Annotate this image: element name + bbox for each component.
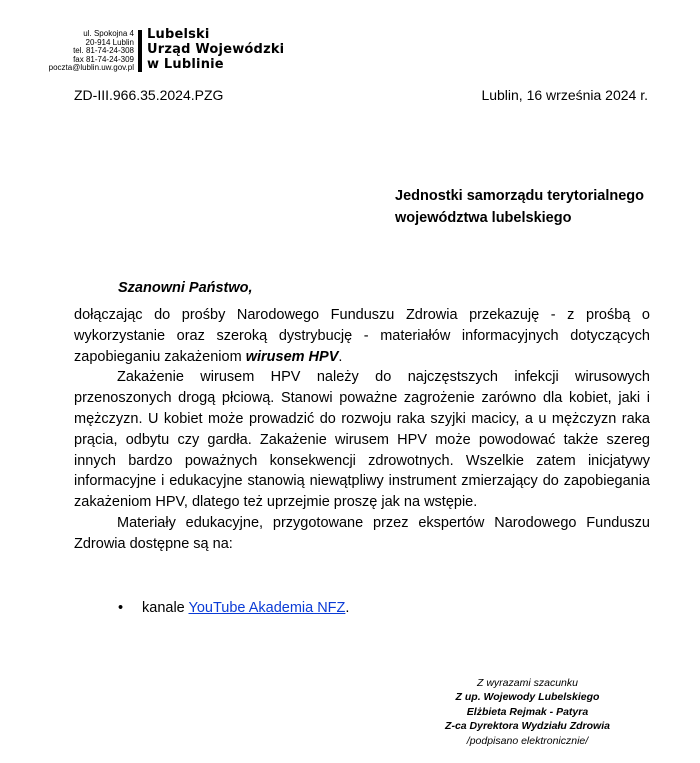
letterhead-address xyxy=(4,30,134,73)
org-line: Urząd Wojewódzki xyxy=(147,42,285,57)
bullet-prefix: kanale xyxy=(142,600,189,616)
recipient-line: województwa lubelskiego xyxy=(395,210,572,226)
salutation: Szanowni Państwo, xyxy=(118,280,253,296)
signature-name: Elżbieta Rejmak - Patyra xyxy=(466,705,589,718)
letter-date: Lublin, 16 września 2024 r. xyxy=(481,87,648,103)
address-line: poczta@lublin.uw.gov.pl xyxy=(48,63,134,73)
recipient-block xyxy=(395,185,675,229)
bullet-suffix: . xyxy=(345,600,350,616)
address-line: 20-914 Lublin xyxy=(85,37,134,47)
paragraph-hpv-info: Zakażenie wirusem HPV należy do najczęstszych infekcji wirusowych przenoszonych drogą płciową. Stanowi poważne zagrożenie zarówno dla kobiet, jaki i mężczyzn. U kobiet może prowadzić do rozwoju raka szyjki macicy, a u mężczyzn raka prącia, odbytu czy gardła. Zakażenie wirusem HPV może powodować także szereg innych bardzo poważnych konsekwencji zdrowotnych. Wszelkie zatem inicjatywy informacyjne i edukacyjne stanowią niewątpliwy instrument zmierzający do zapobiegania zakażeniom HPV, dlatego też uprzejmie proszę jak na wstępie. xyxy=(74,369,650,511)
signature-authority: Z up. Wojewody Lubelskiego xyxy=(455,691,600,704)
bullet-icon: • xyxy=(118,600,124,616)
org-line: w Lublinie xyxy=(147,57,224,72)
letterhead-divider xyxy=(138,30,142,72)
youtube-akademia-nfz-link[interactable]: YouTube Akademia NFZ xyxy=(188,600,346,616)
signature-closing: Z wyrazami szacunku xyxy=(477,677,578,689)
signature-note: /podpisano elektronicznie/ xyxy=(466,734,589,747)
paragraph-end: . xyxy=(338,348,343,365)
address-line: tel. 81-74-24-308 xyxy=(73,46,134,56)
paragraph-text: dołączając do prośby Narodowego Funduszu Zdrowia przekazuję - z prośbą o wykorzystanie oraz szeroką dystrybucję - materiałów informacyjnych dotyczących zapobieganiu zakażeniom xyxy=(74,307,650,365)
org-line: Lubelski xyxy=(147,27,210,42)
letterhead-org-name xyxy=(147,27,284,72)
signature-block xyxy=(420,676,635,748)
address-line: ul. Spokojna 4 xyxy=(83,29,134,38)
signature-title: Z-ca Dyrektora Wydziału Zdrowia xyxy=(445,720,610,733)
letter-body xyxy=(74,305,650,555)
reference-number: ZD-III.966.35.2024.PZG xyxy=(74,87,224,103)
recipient-line: Jednostki samorządu terytorialnego xyxy=(395,188,644,204)
paragraph-intro xyxy=(74,305,650,367)
paragraph-materials: Materiały edukacyjne, przygotowane przez ekspertów Narodowego Funduszu Zdrowia dostępne są na: xyxy=(74,514,650,552)
emphasis-hpv: wirusem HPV xyxy=(245,348,339,365)
list-item xyxy=(118,600,349,616)
address-line: fax 81-74-24-309 xyxy=(73,54,134,64)
